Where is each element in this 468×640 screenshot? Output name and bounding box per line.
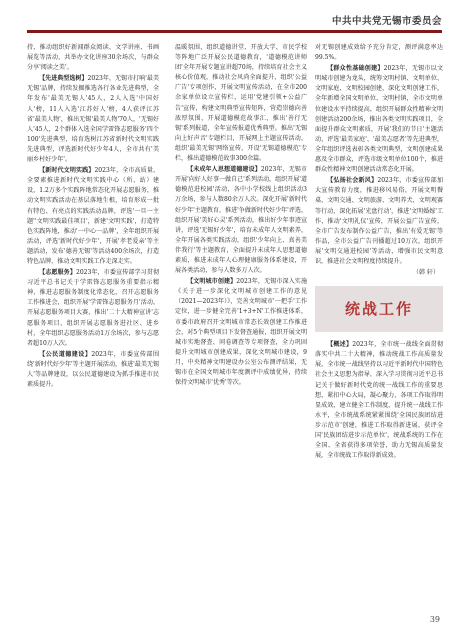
section-title: 【先进典型选树】 <box>39 75 88 83</box>
paragraph-text: 2023年，市委宣传部围绕'新时代好少年'等主题开展活动，推进'最美无锡人'等品牌建设，以公民道德建设为抓手推进市民素质提升。 <box>27 350 159 389</box>
paragraph-text: 2023年，市委宣传部学习贯彻习近平总书记关于学雷锋志愿服务重要指示精神，推进志愿服务制度化常态化，召开志愿服务工作推进会，组织开展'学雷锋志愿服务月'活动，开展志愿服务项目大赛，推出'二十大精神宣讲'志愿服务项目，组织开展志愿服务进社区、进乡村，全年组织志愿服务活动1万余场次，参与志愿者超10万人次。 <box>27 269 159 347</box>
section-title: 【新时代文明实践】 <box>39 167 95 175</box>
section-title: 【文明城市创建】 <box>187 278 237 286</box>
page-number: 39 <box>429 615 440 624</box>
paragraph-text: 2023年，无锡市开展'向好人好事一做自己'系列活动，组织开展'道德模范进校园'活动，各中小学校线上组织活动3万余场，参与人数80余万人次。深化开展'新时代好少年'主题教育，推进'争做新时代好少年'评选，组织开展'美好心灵'系列活动，推出好少年事迹宣讲，评选'无锡好少年'，培育未成年人文明素养，全年开展各类实践活动，组织'少年向上、真善美伴我行'等主题教育，全面提升未成年人思想道德素质，推进未成年人心理健康服务体系建设，开展各类活动，参与人数多万人次。 <box>175 166 307 275</box>
paragraph-text: 2023年，全市高质量、全要素推进新时代文明实践中心（所、站）建设，1.2万多个实践阵地常态化开展志愿服务，推动文明实践活动在基层落地生根，培育形成一批有特色、有亮点的实践活动品牌，评选'一旦一主题''文明实践最佳项目'，新建'文明实践'，打造特色实践阵地，推动'一中心一品牌'，全年组织开展活动，评选'新时代好少年'，开展'孝老爱亲'等主题活动，发布'德善无锡'等活动400余场次，打造特色品牌，推动文明实践工作走深走实。 <box>27 167 159 265</box>
paragraph <box>315 340 443 461</box>
section-banner: 统战工作 <box>315 286 443 332</box>
paragraph-text: 2023年，全市统一战线全面贯彻落实中共二十大精神，推动统战工作高质量发展，全市统一战线坚持以习近平新时代中国特色社会主义思想为指导，深入学习贯彻习近平总书记关于做好新时代党的统一战线工作的重要思想，紧扣中心大局，凝心聚力，各项工作取得明显成效，建立健全工作制度，提升统一战线工作水平，全市统战系统紧紧围绕'全国民族团结进步示范市'创建，推进工作取得新进展，获评全国'民族团结进步示范单位'，统战系统的工作在全国、全省获得多项荣誉，助力无锡高质量发展，全市统战工作取得新成效。 <box>315 341 443 460</box>
byline <box>315 268 443 278</box>
paragraph-text: 2023年，无锡市以文明城市创建为龙头，统筹文明村镇、文明单位、文明家庭、文明校园创建，深化文明创建工作，全年新增全国文明单位、文明村镇，全市文明单位建设水平持续提高，组织开展群众性精神文明创建活动200余场，推出各类文明实践项目，全面提升群众文明素质，开展'我们的节日'主题活动，评选'最美家庭'、'最美志愿者'等先进典型，全年组织评选表彰各类文明典型，文明创建成果惠及全市群众，评选市级文明单位100个，推进群众性精神文明创建活动常态化开展。 <box>315 65 443 174</box>
header-title: 中共中共党无锡市委员会 <box>331 16 442 27</box>
column-1 <box>27 43 159 601</box>
section-title: 【公民道德建设】 <box>39 350 92 358</box>
section-title: 【概述】 <box>327 341 353 349</box>
paragraph <box>27 166 159 267</box>
paragraph <box>175 43 307 164</box>
paragraph <box>175 277 307 388</box>
paragraph-text: 2023年，市委宣传部加大宣传教育力度，推进移风易俗，开展文明餐桌、文明交通、文明旅游、文明养犬、文明观赛等行动，深化拓展'光盘行动'，推进'文明婚嫁'工作，推动'文明礼仪'宣传，开展公益广告宣传，全市广告发布制作公益广告，推出'有爱无锡'等作品，全市公益广告刊播超过10万次，组织开展'文明交通进校园'等活动，增强市民文明意识，推进社会文明程度持续提升。 <box>315 177 443 265</box>
paragraph <box>27 43 159 73</box>
section-title: 【未成年人思想道德建设】 <box>187 166 261 174</box>
paragraph-text: 持，推动组织好新闻群众阅读、文学讲座、书画展览等活动，共举办文化讲座30余场次，与群众分享'阅读之美'。 <box>27 44 159 72</box>
paragraph-text: 对无锡创建成效给予充分肯定，测评满意率达99.5%。 <box>315 44 443 62</box>
paragraph-text: 2023年，无锡市打响'最美无锡'品牌，持续发掘推选各行各业先进典型，全年发布'最美无锡人'45人，2人入选'中国好人'榜，11人入选'江苏好人'榜，4人获评江苏省'最美人物'，推出无锡'最美人物'70人，'无锡好人'45人，2个群体入选全国学雷锋志愿服务'四个100'先进典型，培育选树江苏省新时代文明实践先进典型，评选新时代好少年4人，全市共有'美丽乡村好少年'。 <box>27 75 159 164</box>
paragraph <box>27 74 159 165</box>
header-rule <box>27 30 442 33</box>
paragraph <box>315 176 443 267</box>
column-2 <box>175 43 307 601</box>
section-title: 【志愿服务】 <box>39 269 76 277</box>
paragraph <box>315 43 443 63</box>
paragraph-text: （韩 轩） <box>412 269 439 277</box>
paragraph-text: 2023年，无锡市深入实施《关于进一步深化文明城市创建工作的意见（2021—2023年）》，完善文明城市'一把手'工作定位，进一步健全完善'1+3+N'工作推进体系，市委市政府召开文明城市常态长效创建工作推进会，对5个典型项目下发督查通报，组织开展文明城市实地督查、问卷调查等专项督查，全力巩固提升文明城市创建成果，深化文明城市建设，9月，中央精神文明建设办公室公布测评结果，无锡市在全国文明城市年度测评中成绩优异，持续保持文明城市'优秀'等次。 <box>175 278 307 387</box>
section-title: 【弘扬社会新风】 <box>327 177 378 185</box>
paragraph-text: 温暖氛围，组织道德讲堂、开放大学、市民学校等阵地广泛开展公民道德教育，'道德模范讲师团'全年开展专题宣讲超70场，持续培育社会主义核心价值观，推动社会风尚全面提升，组织'公益广告'专项创作，开展文明宣传活动，在全市200余家单位设立宣传栏，运用'党建引领+公益广告'宣传，构建文明典型宣传矩阵，营造崇德向善浓厚氛围，开展道德模范故事汇，推出'善行无锡'系列报道，全年宣传报道优秀典型。推出'无锡向上好声音'专题栏目，开展网上主题宣传活动，组织'最美无锡'网络宣传，开设'无锡道德模范'专栏，推出道德模范故事300余篇。 <box>175 44 307 163</box>
paragraph <box>27 350 159 390</box>
paragraph <box>27 268 159 349</box>
paragraph <box>315 64 443 175</box>
column-3 <box>315 43 443 601</box>
section-title: 【群众性基础创建】 <box>327 65 384 73</box>
paragraph <box>175 165 307 276</box>
